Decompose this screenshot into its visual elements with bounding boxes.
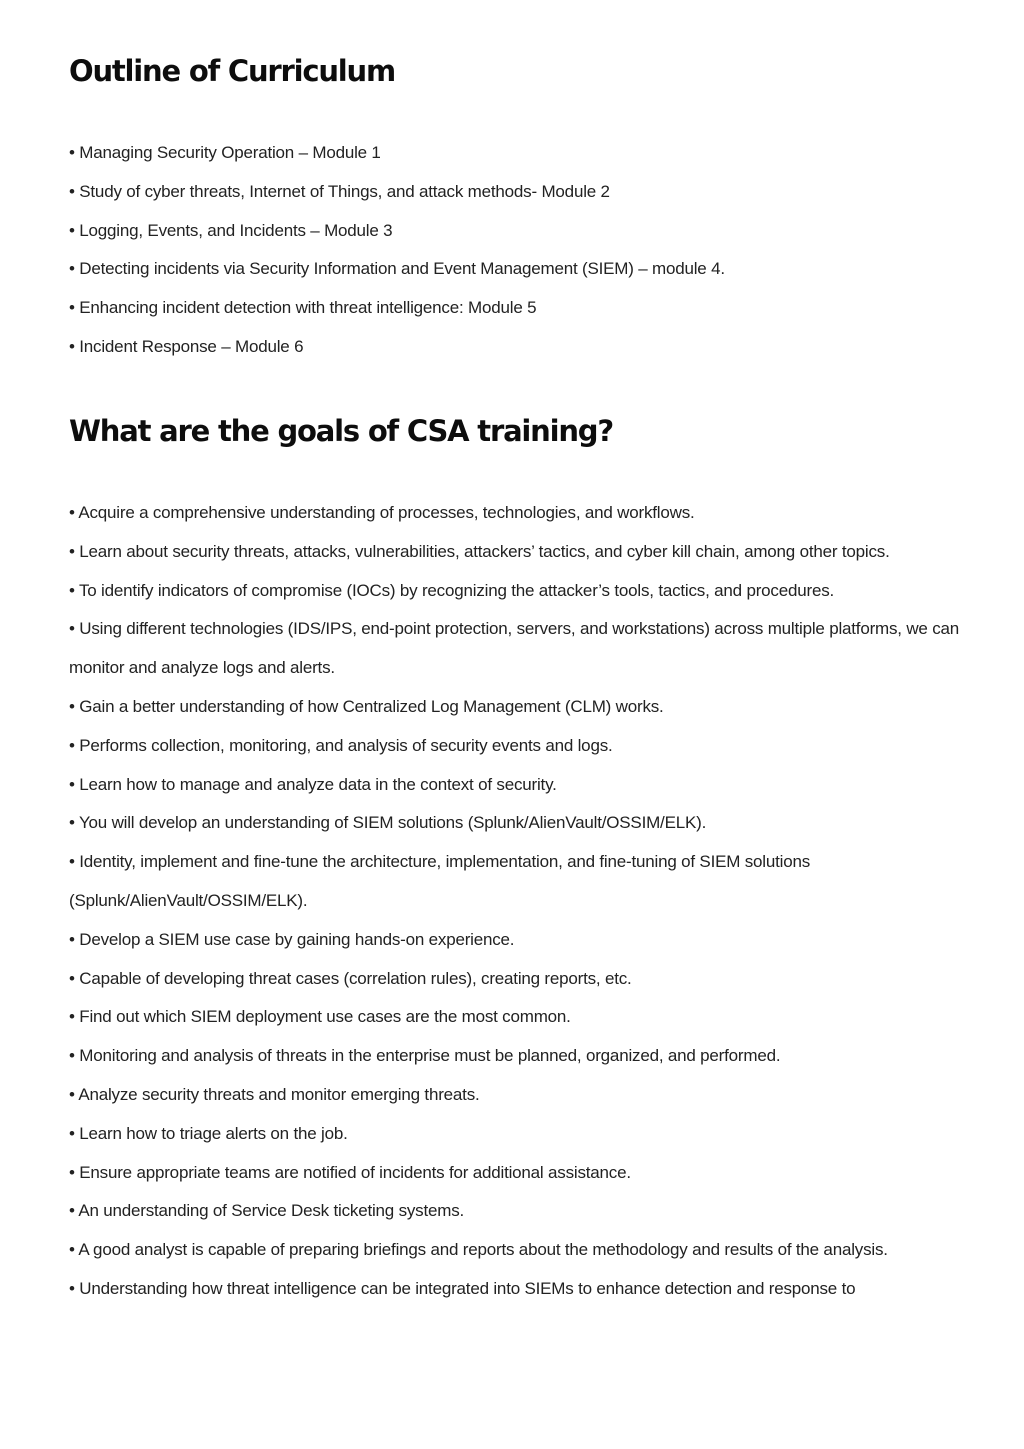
list-item: • An understanding of Service Desk ticketing systems. [69,1201,465,1221]
list-item: • Identity, implement and fine-tune the architecture, implementation, and fine-tuning of SIEM solutions (Splunk/AlienVault/OSSIM/ELK). [69,852,811,910]
list-item: • Managing Security Operation – Module 1 [69,143,381,162]
goals-list [69,494,969,1309]
list-item: • Ensure appropriate teams are notified of incidents for additional assistance. [69,1162,631,1182]
list-item: • Monitoring and analysis of threats in the enterprise must be planned, organized, and performed. [69,1046,781,1066]
list-item: • Incident Response – Module 6 [69,336,304,356]
list-item: • Learn how to triage alerts on the job. [69,1123,348,1143]
list-item: • Capable of developing threat cases (correlation rules), creating reports, etc. [69,968,632,988]
list-item: • Develop a SIEM use case by gaining hands-on experience. [69,929,515,949]
list-item: • Detecting incidents via Security Information and Event Management (SIEM) – module 4. [69,259,725,279]
list-item: • Learn how to manage and analyze data in the context of security. [69,774,557,794]
list-item: • A good analyst is capable of preparing briefings and reports about the methodology and results of the analysis. [69,1240,888,1260]
list-item: • Understanding how threat intelligence can be integrated into SIEMs to enhance detection and response to [69,1278,856,1298]
list-item: • To identify indicators of compromise (IOCs) by recognizing the attacker’s tools, tactics, and procedures. [69,580,835,600]
list-item: • Enhancing incident detection with threat intelligence: Module 5 [69,298,537,318]
list-item: • Learn about security threats, attacks, vulnerabilities, attackers’ tactics, and cyber kill chain, among other topics. [69,541,890,561]
list-item: • Analyze security threats and monitor emerging threats. [69,1084,480,1104]
list-item: • You will develop an understanding of SIEM solutions (Splunk/AlienVault/OSSIM/ELK). [69,813,707,833]
list-item: • Gain a better understanding of how Centralized Log Management (CLM) works. [69,696,664,716]
list-item: • Find out which SIEM deployment use cases are the most common. [69,1007,571,1027]
curriculum-list [69,134,969,367]
section-heading-outline: Outline of Curriculum [69,54,396,88]
list-item: • Performs collection, monitoring, and analysis of security events and logs. [69,735,613,755]
list-item: • Logging, Events, and Incidents – Module 3 [69,220,393,240]
list-item: • Acquire a comprehensive understanding of processes, technologies, and workflows. [69,503,695,522]
section-heading-goals: What are the goals of CSA training? [69,414,613,448]
list-item: • Using different technologies (IDS/IPS, end-point protection, servers, and workstations) across multiple platforms, we can monitor and analyze logs and alerts. [69,619,960,678]
list-item: • Study of cyber threats, Internet of Things, and attack methods- Module 2 [69,181,610,201]
